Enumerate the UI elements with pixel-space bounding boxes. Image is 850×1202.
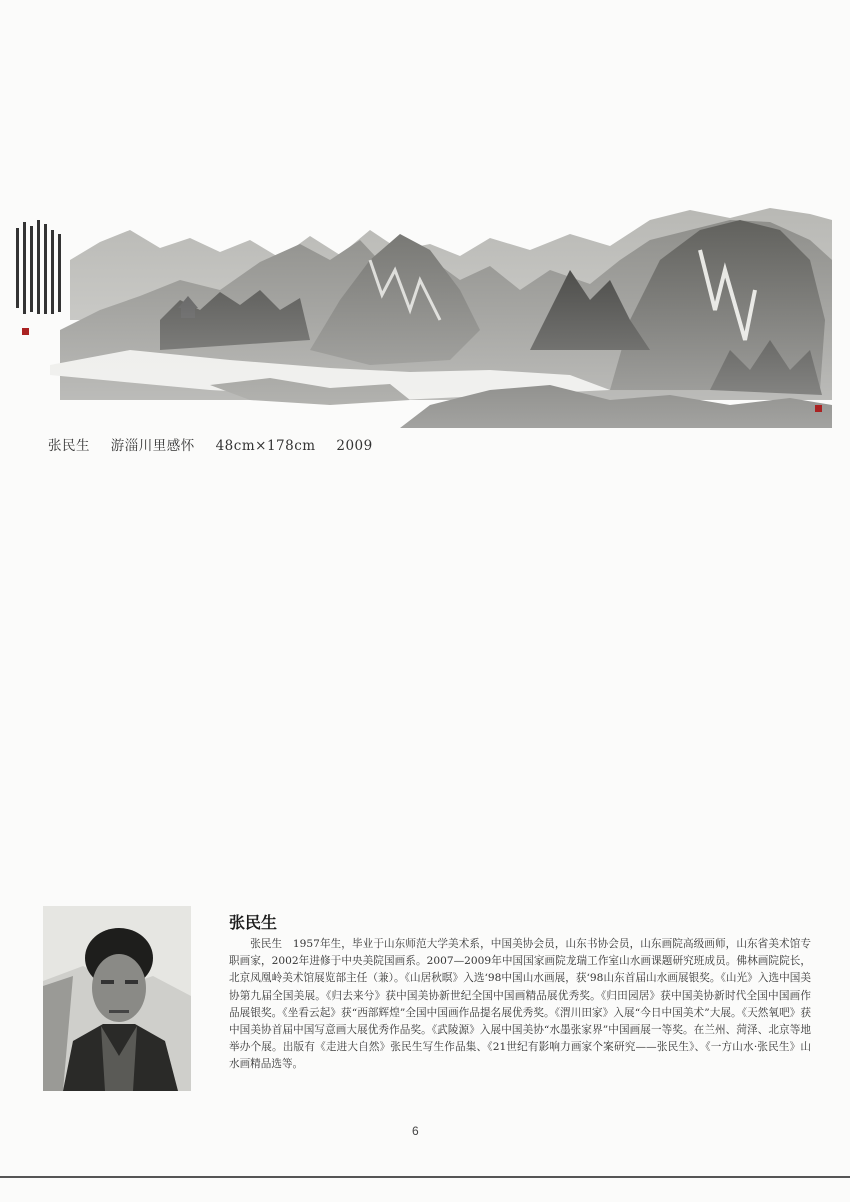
page-number: 6 bbox=[412, 1124, 419, 1138]
landscape-painting bbox=[10, 200, 832, 428]
caption-size: 48cm×178cm bbox=[215, 438, 316, 454]
painting-caption bbox=[48, 434, 389, 454]
artist-portrait bbox=[43, 906, 191, 1091]
caption-title: 游淄川里感怀 bbox=[110, 438, 195, 454]
caption-artist: 张民生 bbox=[48, 438, 90, 454]
red-seal bbox=[22, 328, 29, 335]
footer-divider bbox=[0, 1176, 850, 1178]
red-seal-right bbox=[815, 405, 822, 412]
artist-biography: 张民生 1957年生，毕业于山东师范大学美术系，中国美协会员，山东书协会员，山东画院高级画师，山东省美术馆专职画家，2002年进修于中央美院国画系。2007—2009年中国国家画院龙瑞工作室山水画课题研究班成员。佛林画院院长，北京凤凰岭美术馆展览部主任（兼）。《山居秋暝》入选‘98中国山水画展，获‘98山东首届山水画展银奖。《山光》入选中国美协第九届全国美展。《归去来兮》获中国美协新世纪全国中国画精品展优秀奖。《归田园居》获中国美协新时代全国中国画作品展银奖。《坐看云起》获“西部辉煌”全国中国画作品提名展优秀奖。《渭川田家》入展“今日中国美术”大展。《天然氧吧》获中国美协首届中国写意画大展优秀作品奖。《武陵源》入展中国美协“水墨张家界”中国画展一等奖。在兰州、菏泽、北京等地举办个展。出版有《走进大自然》张民生写生作品集、《21世纪有影响力画家个案研究——张民生》、《一方山水·张民生》山水画精品选等。 bbox=[229, 938, 811, 1071]
artist-name: 张民生 bbox=[229, 913, 278, 932]
caption-year: 2009 bbox=[336, 438, 373, 454]
